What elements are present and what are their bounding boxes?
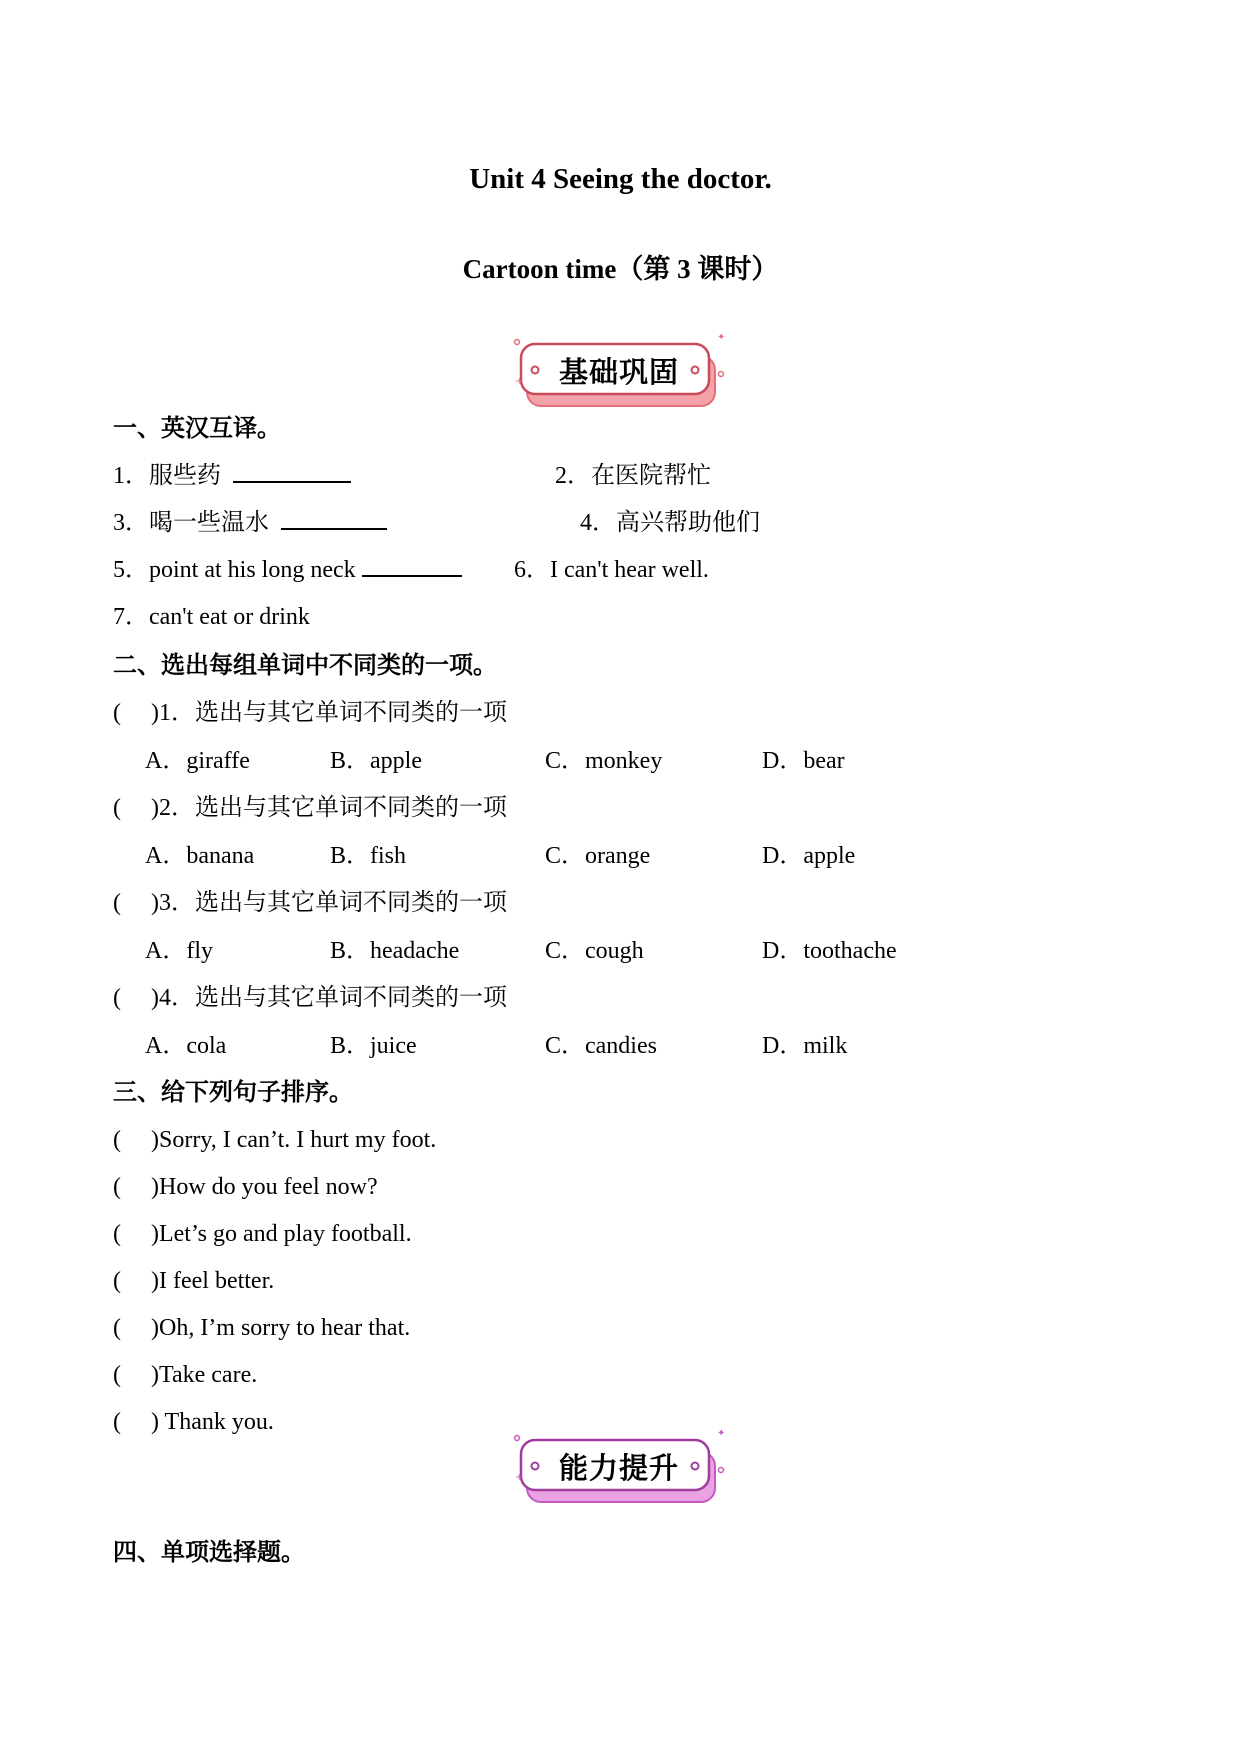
svg-text:+: +	[515, 376, 524, 387]
s1-item-1-text: 1．服些药	[113, 463, 221, 489]
answer-blank[interactable]	[281, 506, 387, 530]
s2-q3-stem: ( )3．选出与其它单词不同类的一项	[113, 890, 507, 916]
section3-heading: 三、给下列句子排序。	[113, 1080, 353, 1106]
svg-text:✦: ✦	[717, 1428, 726, 1439]
s1-item-4: 4．高兴帮助他们	[580, 510, 760, 536]
s3-item-4: ( )I feel better.	[113, 1268, 275, 1294]
section-banner-advanced	[513, 1428, 733, 1510]
s1-item-3	[113, 502, 387, 537]
s1-item-6: 6．I can't hear well.	[514, 557, 709, 583]
svg-text:+: +	[515, 1472, 524, 1483]
s2-q1-option-b[interactable]: B．apple	[330, 748, 422, 774]
svg-text:✦: ✦	[717, 332, 726, 343]
s2-q3-option-b[interactable]: B．headache	[330, 938, 460, 964]
s2-q2-stem: ( )2．选出与其它单词不同类的一项	[113, 795, 507, 821]
s2-q1-option-a[interactable]: A．giraffe	[145, 748, 250, 774]
section2-heading: 二、选出每组单词中不同类的一项。	[113, 653, 497, 679]
s1-item-7: 7．can't eat or drink	[113, 604, 310, 630]
section4-heading: 四、单项选择题。	[113, 1540, 305, 1566]
s2-q2-option-a[interactable]: A．banana	[145, 843, 255, 869]
answer-blank[interactable]	[362, 553, 462, 577]
s2-q2-option-b[interactable]: B．fish	[330, 843, 407, 869]
banner-label-basic: 基础巩固	[558, 355, 679, 389]
s3-item-5: ( )Oh, I’m sorry to hear that.	[113, 1315, 411, 1341]
section-banner-basic	[513, 332, 733, 414]
page-title: Unit 4 Seeing the doctor.	[469, 163, 772, 195]
s2-q1-option-d[interactable]: D．bear	[762, 748, 845, 774]
s2-q4-option-a[interactable]: A．cola	[145, 1033, 227, 1059]
page-subtitle: Cartoon time（第 3 课时）	[462, 254, 779, 284]
s1-item-1	[113, 455, 351, 490]
s1-item-5	[113, 549, 462, 584]
s3-item-7: ( ) Thank you.	[113, 1409, 274, 1435]
s2-q4-stem: ( )4．选出与其它单词不同类的一项	[113, 985, 507, 1011]
section1-heading: 一、英汉互译。	[113, 416, 281, 442]
s2-q1-option-c[interactable]: C．monkey	[545, 748, 663, 774]
s1-item-3-text: 3．喝一些温水	[113, 510, 269, 536]
s2-q2-option-d[interactable]: D．apple	[762, 843, 856, 869]
s3-item-2: ( )How do you feel now?	[113, 1174, 378, 1200]
s1-item-2: 2．在医院帮忙	[555, 463, 711, 489]
s3-item-6: ( )Take care.	[113, 1362, 258, 1388]
s2-q4-option-b[interactable]: B．juice	[330, 1033, 417, 1059]
s2-q2-option-c[interactable]: C．orange	[545, 843, 651, 869]
s2-q3-option-a[interactable]: A．fly	[145, 938, 213, 964]
s2-q4-option-d[interactable]: D．milk	[762, 1033, 848, 1059]
answer-blank[interactable]	[233, 459, 351, 483]
s2-q3-option-c[interactable]: C．cough	[545, 938, 644, 964]
banner-label-advanced: 能力提升	[558, 1451, 679, 1485]
s2-q1-stem: ( )1．选出与其它单词不同类的一项	[113, 700, 507, 726]
s1-item-5-text: 5．point at his long neck	[113, 557, 356, 583]
s2-q3-option-d[interactable]: D．toothache	[762, 938, 897, 964]
s3-item-3: ( )Let’s go and play football.	[113, 1221, 412, 1247]
s2-q4-option-c[interactable]: C．candies	[545, 1033, 657, 1059]
s3-item-1: ( )Sorry, I can’t. I hurt my foot.	[113, 1127, 437, 1153]
